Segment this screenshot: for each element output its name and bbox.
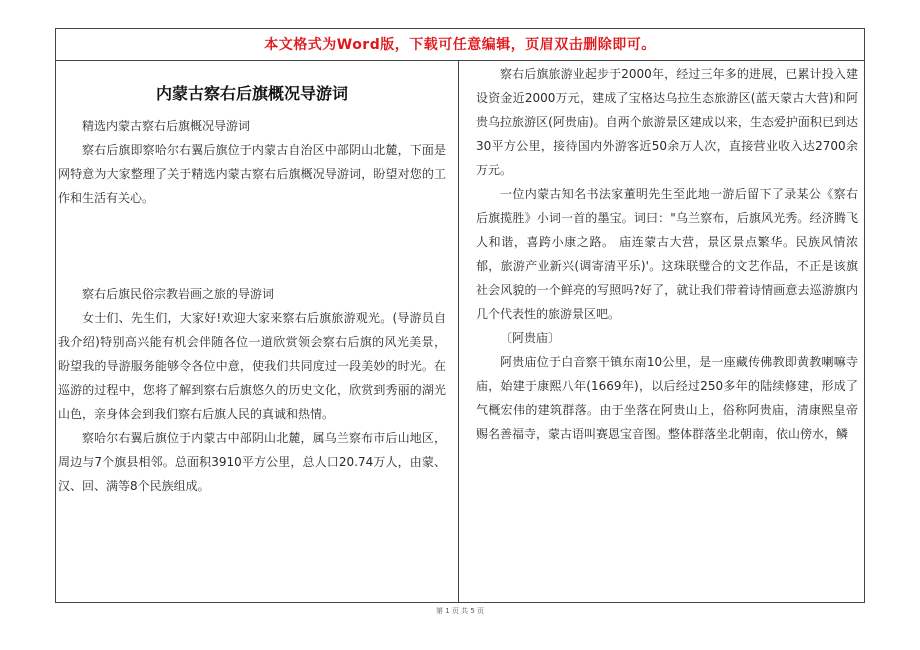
paragraph-section-heading: 察右后旗民俗宗教岩画之旅的导游词 — [82, 287, 275, 301]
header-rule — [55, 60, 865, 61]
paragraph-welcome: 女士们、先生们，大家好!欢迎大家来察右后旗旅游观光。(导游员自我介绍)特别高兴能有机会伴随各位一道欣赏领会察右后旗的风光美景，盼望我的导游服务能够令各位中意，使我们共同度过一段美妙的时光。在巡游的过程中，您将了解到察右后旗悠久的历史文化，欣赏到秀丽的湖光山色，亲身体会到我们察右后旗人民的真诚和热情。 — [58, 311, 446, 421]
page-indicator: 第 1 页 共 5 页 — [435, 607, 485, 615]
paragraph-intro: 察右后旗即察哈尔右翼后旗位于内蒙古自治区中部阴山北麓，下面是网特意为大家整理了关于精选内蒙古察右后旗概况导游词，盼望对您的工作和生活有关心。 — [58, 143, 446, 205]
right-column — [476, 62, 858, 446]
paragraph-subtitle: 精选内蒙古察右后旗概况导游词 — [82, 119, 251, 133]
paragraph-location: 察哈尔右翼后旗位于内蒙古中部阴山北麓，属乌兰察布市后山地区，周边与7个旗县相邻。总面积3910平方公里，总人口20.74万人，由蒙、汉、回、满等8个民族组成。 — [58, 431, 446, 493]
document-title: 内蒙古察右后旗概况导游词 — [155, 84, 348, 103]
paragraph-calligraphy: 一位内蒙古知名书法家董明先生至此地一游后留下了录某公《察右后旗揽胜》小词一首的墨宝。词曰："乌兰察布，后旗风光秀。经济腾飞人和谐，喜跨小康之路。 庙连蒙古大营，景区景点繁华。民族风情浓郁，旅游产业新兴(调寄清平乐)'。这珠联璧合的文艺作品，不正是该旗社会风貌的一个鲜亮的写照吗?好了，就让我们带着诗情画意去巡游旗内几个代表性的旅游景区吧。 — [476, 187, 858, 321]
paragraph-agui-temple: 阿贵庙位于白音察干镇东南10公里，是一座藏传佛教即黄教喇嘛寺庙，始建于康熙八年(1669年)，以后经过250多年的陆续修建，形成了气概宏伟的建筑群落。由于坐落在阿贵山上，俗称阿贵庙，清康熙皇帝赐名善福寺，蒙古语叫赛恩宝音图。整体群落坐北朝南，依山傍水，鳞 — [476, 355, 858, 441]
paragraph-agui-heading: 〔阿贵庙〕 — [500, 331, 561, 345]
paragraph-tourism: 察右后旗旅游业起步于2000年，经过三年多的进展，已累计投入建设资金近2000万元，建成了宝格达乌拉生态旅游区(蓝天蒙古大营)和阿贵乌拉旅游区(阿贵庙)。自两个旅游景区建成以来，生态爱护面积已到达30平方公里，接待国内外游客近50余万人次，直接营业收入达2700余万元。 — [476, 67, 858, 177]
header-notice: 本文格式为Word版，下载可任意编辑，页眉双击删除即可。 — [264, 37, 656, 53]
left-column — [58, 62, 446, 498]
blank-gap — [58, 210, 446, 282]
column-divider — [458, 60, 459, 603]
